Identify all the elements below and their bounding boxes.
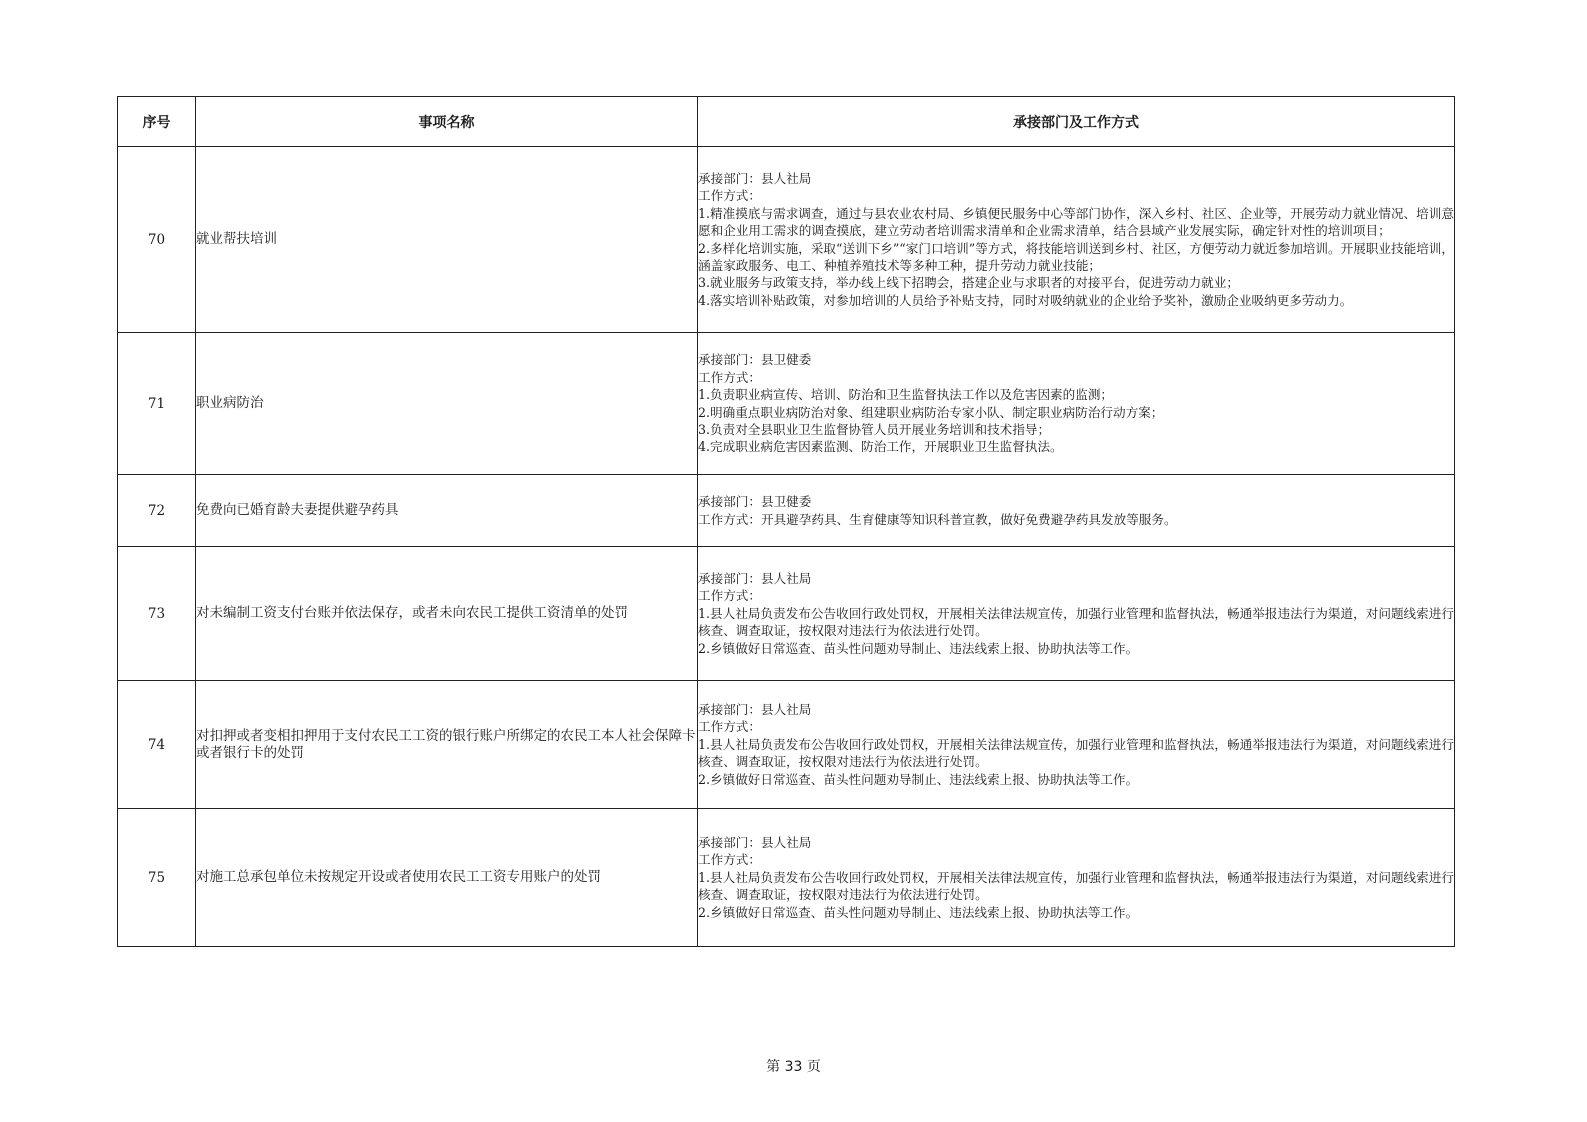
method-line: 1.精准摸底与需求调查，通过与县农业农村局、乡镇便民服务中心等部门协作，深入乡村、社区、企业等，开展劳动力就业情况、培训意愿和企业用工需求的调查摸底，建立劳动者培训需求清单和企业需求清单，结合县域产业发展实际，确定针对性的培训项目；: [698, 205, 1454, 239]
method-line: 2.乡镇做好日常巡查、苗头性问题劝导制止、违法线索上报、协助执法等工作。: [698, 640, 1139, 656]
method-line: 4.完成职业病危害因素监测、防治工作，开展职业卫生监督执法。: [698, 439, 1063, 455]
row-dept-method: [698, 147, 1455, 333]
method-line: 承接部门：县卫健委: [698, 352, 812, 368]
row-dept-method: [698, 681, 1455, 809]
row-seq: 71: [118, 333, 196, 475]
method-line: 1.负责职业病宣传、培训、防治和卫生监督执法工作以及危害因素的监测；: [698, 387, 1114, 403]
table-row: [118, 547, 1455, 681]
row-dept-method: [698, 475, 1455, 547]
row-seq: 72: [118, 475, 196, 547]
table-row: [118, 681, 1455, 809]
method-line: 承接部门：县卫健委: [698, 494, 812, 510]
header-item-name: 事项名称: [196, 97, 698, 147]
method-line: 3.负责对全县职业卫生监督协管人员开展业务培训和技术指导；: [698, 421, 1051, 437]
table-row: [118, 147, 1455, 333]
row-dept-method: [698, 547, 1455, 681]
table-row: [118, 809, 1455, 947]
method-line: 4.落实培训补贴政策，对参加培训的人员给予补贴支持，同时对吸纳就业的企业给予奖补，激励企业吸纳更多劳动力。: [698, 292, 1353, 308]
page-number: 第 33 页: [766, 1059, 821, 1075]
method-line: 2.乡镇做好日常巡查、苗头性问题劝导制止、违法线索上报、协助执法等工作。: [698, 771, 1139, 787]
method-line: 承接部门：县人社局: [698, 701, 812, 717]
row-item-name: 对未编制工资支付台账并依法保存，或者未向农民工提供工资清单的处罚: [196, 547, 698, 681]
method-line: 承接部门：县人社局: [698, 570, 812, 586]
method-line: 工作方式：: [698, 369, 761, 385]
method-line: 2.多样化培训实施，采取“送训下乡”“家门口培训”等方式，将技能培训送到乡村、社区，方便劳动力就近参加培训。开展职业技能培训，涵盖家政服务、电工、种植养殖技术等多种工种，提升劳动力就业技能；: [698, 240, 1454, 273]
table-row: [118, 475, 1455, 547]
method-line: 工作方式：: [698, 719, 761, 735]
header-dept-method: 承接部门及工作方式: [698, 97, 1455, 147]
header-seq: 序号: [118, 97, 196, 147]
row-item-name: 对施工总承包单位未按规定开设或者使用农民工工资专用账户的处罚: [196, 809, 698, 947]
method-line: 1.县人社局负责发布公告收回行政处罚权，开展相关法律法规宣传，加强行业管理和监督执法，畅通举报违法行为渠道，对问题线索进行核查、调查取证，按权限对违法行为依法进行处罚。: [698, 605, 1454, 639]
table-header-row: [118, 97, 1455, 147]
row-seq: 70: [118, 147, 196, 333]
row-seq: 75: [118, 809, 196, 947]
row-item-name: 免费向已婚育龄夫妻提供避孕药具: [196, 475, 698, 547]
method-line: 3.就业服务与政策支持，举办线上线下招聘会，搭建企业与求职者的对接平台，促进劳动力就业；: [698, 275, 1239, 291]
method-line: 工作方式：开具避孕药具、生育健康等知识科普宣教，做好免费避孕药具发放等服务。: [698, 511, 1177, 527]
method-line: 1.县人社局负责发布公告收回行政处罚权，开展相关法律法规宣传，加强行业管理和监督执法，畅通举报违法行为渠道，对问题线索进行核查、调查取证，按权限对违法行为依法进行处罚。: [698, 869, 1454, 903]
method-line: 工作方式：: [698, 588, 761, 604]
method-line: 工作方式：: [698, 188, 761, 204]
row-seq: 74: [118, 681, 196, 809]
row-item-name: 就业帮扶培训: [196, 147, 698, 333]
items-table: [117, 96, 1455, 947]
method-line: 承接部门：县人社局: [698, 170, 812, 186]
row-seq: 73: [118, 547, 196, 681]
method-line: 承接部门：县人社局: [698, 834, 812, 850]
method-line: 工作方式：: [698, 852, 761, 868]
row-item-name: 对扣押或者变相扣押用于支付农民工工资的银行账户所绑定的农民工本人社会保障卡或者银行卡的处罚: [196, 681, 698, 809]
table-row: [118, 333, 1455, 475]
method-line: 2.明确重点职业病防治对象、组建职业病防治专家小队、制定职业病防治行动方案；: [698, 404, 1164, 420]
method-line: 2.乡镇做好日常巡查、苗头性问题劝导制止、违法线索上报、协助执法等工作。: [698, 904, 1139, 920]
row-dept-method: [698, 333, 1455, 475]
row-item-name: 职业病防治: [196, 333, 698, 475]
method-line: 1.县人社局负责发布公告收回行政处罚权，开展相关法律法规宣传，加强行业管理和监督执法，畅通举报违法行为渠道，对问题线索进行核查、调查取证，按权限对违法行为依法进行处罚。: [698, 736, 1454, 770]
row-dept-method: [698, 809, 1455, 947]
